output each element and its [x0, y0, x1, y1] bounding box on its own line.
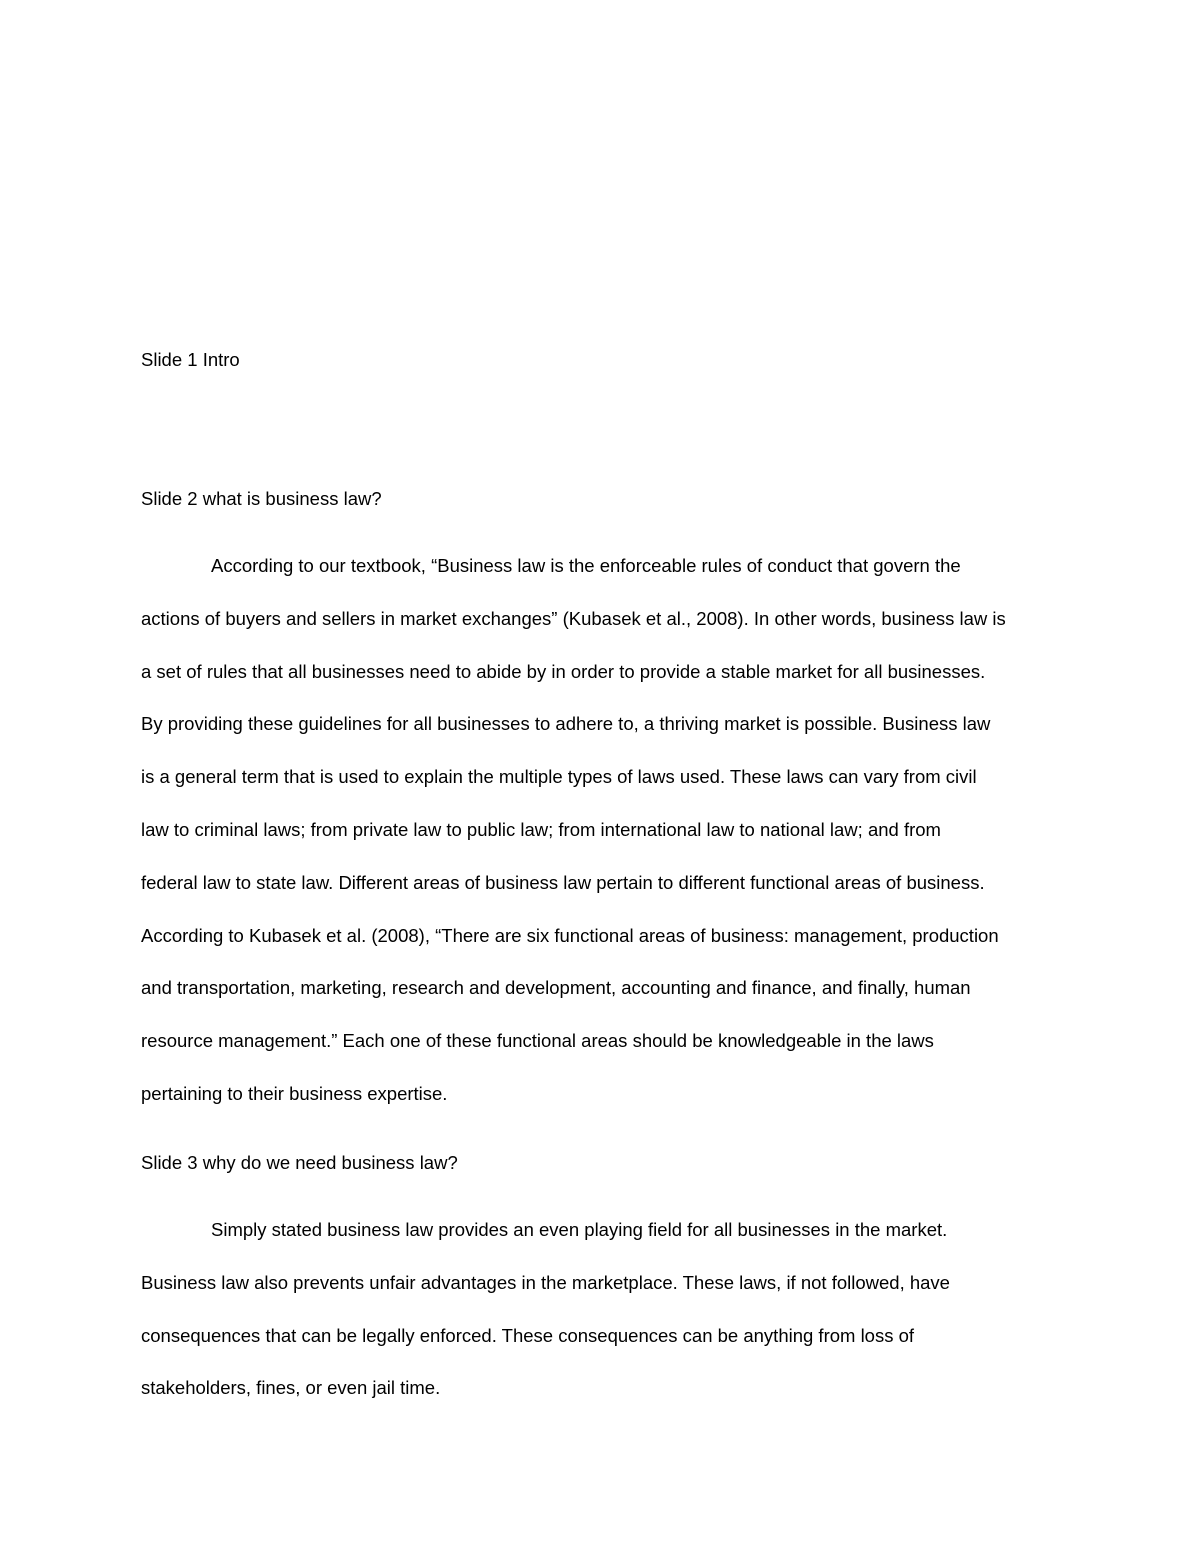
paragraph-line: law to criminal laws; from private law to public law; from international law to national law; and from — [141, 818, 941, 840]
slide3-paragraph — [141, 1204, 1081, 1415]
paragraph-line: actions of buyers and sellers in market exchanges” (Kubasek et al., 2008). In other words, business law is — [141, 607, 1006, 629]
paragraph-line: By providing these guidelines for all businesses to adhere to, a thriving market is possible. Business law — [141, 713, 991, 735]
paragraph-line: According to our textbook, “Business law is the enforceable rules of conduct that govern the — [211, 555, 961, 576]
slide3-heading: Slide 3 why do we need business law? — [141, 1152, 458, 1173]
paragraph-line: resource management.” Each one of these functional areas should be knowledgeable in the laws — [141, 1030, 934, 1052]
paragraph-line: According to Kubasek et al. (2008), “There are six functional areas of business: management, production — [141, 924, 999, 946]
paragraph-line: and transportation, marketing, research and development, accounting and finance, and finally, human — [141, 977, 971, 999]
paragraph-line: Simply stated business law provides an even playing field for all businesses in the market. — [211, 1219, 948, 1240]
paragraph-line: Business law also prevents unfair advantages in the marketplace. These laws, if not followed, have — [141, 1271, 950, 1293]
paragraph-line: is a general term that is used to explain the multiple types of laws used. These laws can vary from civil — [141, 766, 977, 788]
slide2-paragraph — [141, 540, 1081, 1121]
paragraph-line: federal law to state law. Different areas of business law pertain to different functional areas of business. — [141, 871, 985, 893]
slide2-heading: Slide 2 what is business law? — [141, 488, 382, 509]
slide1-heading: Slide 1 Intro — [141, 349, 240, 370]
paragraph-line: pertaining to their business expertise. — [141, 1082, 448, 1104]
paragraph-line: consequences that can be legally enforced. These consequences can be anything from loss of — [141, 1324, 915, 1346]
paragraph-line: a set of rules that all businesses need to abide by in order to provide a stable market for all businesses. — [141, 660, 986, 682]
paragraph-line: stakeholders, fines, or even jail time. — [141, 1377, 441, 1399]
